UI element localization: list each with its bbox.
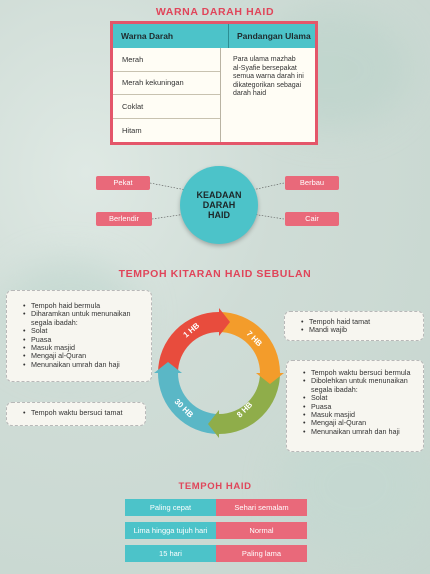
seg-label-7hb: 7 HB [244, 329, 264, 349]
list-item: • Tempoh waktu bersuci tamat [31, 409, 137, 417]
tempoh-left: Paling cepat [125, 499, 216, 516]
pill-pekat: Pekat [96, 176, 150, 190]
list-item: • Mengaji al-Quran [311, 419, 417, 427]
list-item: • Solat [311, 394, 417, 402]
tempoh-right: Sehari semalam [216, 499, 307, 516]
pill-cair: Cair [285, 212, 339, 226]
header-pandangan: Pandangan Ulama [228, 24, 315, 48]
seg-label-30hb: 30 HB [172, 397, 195, 420]
keadaan-label: KEADAAN DARAH HAID [196, 190, 242, 220]
list-item: • Masuk masjid [31, 344, 143, 352]
pill-berlendir: Berlendir [96, 212, 152, 226]
cycle-ring [152, 306, 286, 440]
list-item: • Masuk masjid [311, 411, 417, 419]
keadaan-circle [180, 166, 258, 244]
list-item: • Diharamkan untuk menunaikan segala ibadah: [31, 310, 143, 327]
note-haid-tamat [284, 311, 424, 341]
table-row: Hitam [122, 125, 142, 135]
tempoh-row [125, 545, 307, 562]
list-item: • Tempoh haid bermula [31, 302, 143, 310]
header-warna: Warna Darah [121, 31, 174, 41]
tempoh-row [125, 499, 307, 516]
list-item: • Dibolehkan untuk menunaikan segala ibadah: [311, 377, 417, 394]
note-bersuci-bermula [286, 360, 424, 452]
tempoh-row [125, 522, 307, 539]
list-item: • Solat [31, 327, 143, 335]
table-row: Coklat [113, 95, 220, 119]
tempoh-left: Lima hingga tujuh hari [125, 522, 216, 539]
list-item: • Puasa [31, 336, 143, 344]
seg-label-8hb: 8 HB [235, 400, 255, 420]
list-item: • Mengaji al-Quran [31, 352, 143, 360]
list-item: • Menunaikan umrah dan haji [311, 428, 417, 436]
seg-label-1hb: 1 HB [181, 320, 202, 340]
table-row: Merah kekuningan [113, 72, 220, 96]
list-item: • Menunaikan umrah dan haji [31, 361, 143, 369]
list-item: • Tempoh waktu bersuci bermula [311, 369, 417, 377]
tempoh-title: TEMPOH HAID [178, 481, 252, 492]
note-bersuci-tamat [6, 402, 146, 426]
ulama-note: Para ulama mazhab al-Syafie bersepakat semua warna darah ini dikategorikan sebagai darah haid [233, 56, 304, 97]
list-item: • Puasa [311, 403, 417, 411]
tempoh-right: Paling lama [216, 545, 307, 562]
pill-berbau: Berbau [285, 176, 339, 190]
tempoh-right: Normal [216, 522, 307, 539]
table-row: Merah [113, 48, 220, 72]
kitaran-title: TEMPOH KITARAN HAID SEBULAN [118, 268, 312, 280]
list-item: • Mandi wajib [309, 326, 415, 334]
warna-title: WARNA DARAH HAID [155, 6, 275, 18]
note-haid-bermula [6, 290, 152, 382]
list-item: • Tempoh haid tamat [309, 318, 415, 326]
tempoh-left: 15 hari [125, 545, 216, 562]
